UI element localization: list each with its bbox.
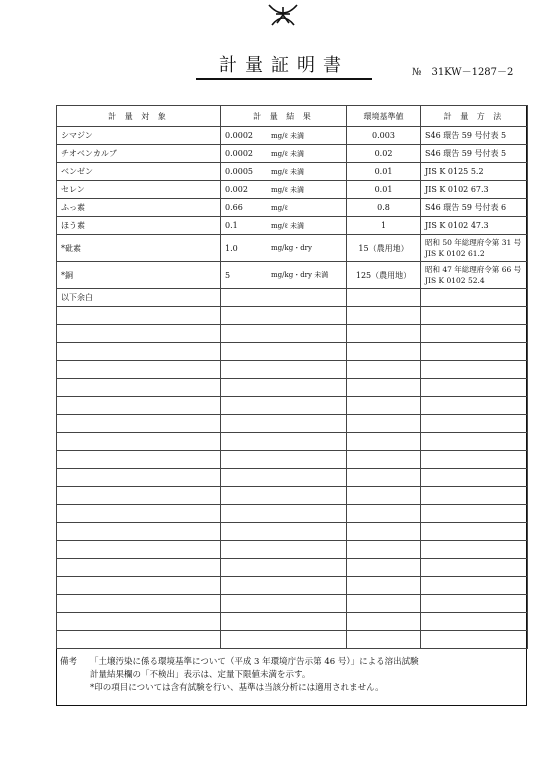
cell-result <box>221 181 347 199</box>
cell-method <box>421 163 528 181</box>
cell-method <box>421 199 528 217</box>
result-wrap <box>225 270 342 280</box>
blank-cell <box>221 631 347 649</box>
blank-cell <box>347 523 421 541</box>
remarks-label: 備考 <box>60 657 78 667</box>
blank-cell <box>221 469 347 487</box>
blank-cell <box>221 433 347 451</box>
cell-method <box>421 235 528 262</box>
remarks-line-1: 「土壌汚染に係る環境基準について（平成 3 年環境庁告示第 46 号）」による溶出試験 <box>90 657 419 667</box>
result-unit: mg/kg・dry <box>271 244 312 252</box>
blank-cell <box>421 577 528 595</box>
remarks-line-2: 計量結果欄の「不検出」表示は、定量下限値未満を示す。 <box>90 670 311 680</box>
result-unit: mg/kg・dry 未満 <box>271 271 329 279</box>
cell-result <box>221 145 347 163</box>
blank-cell <box>57 415 221 433</box>
blank-row <box>57 343 528 361</box>
table-row <box>57 181 528 199</box>
result-wrap <box>225 167 342 177</box>
cell-target: 以下余白 <box>57 289 221 307</box>
blank-cell <box>57 505 221 523</box>
blank-row <box>57 595 528 613</box>
blank-cell <box>421 361 528 379</box>
result-value: 0.0005 <box>225 167 253 176</box>
blank-cell <box>57 343 221 361</box>
blank-cell <box>221 505 347 523</box>
blank-row <box>57 505 528 523</box>
result-unit: mg/ℓ 未満 <box>271 131 305 140</box>
cell-target: ほう素 <box>57 217 221 235</box>
result-value: 0.002 <box>225 185 248 194</box>
blank-cell <box>421 523 528 541</box>
blank-cell <box>421 613 528 631</box>
blank-row <box>57 631 528 649</box>
blank-cell <box>221 379 347 397</box>
blank-row <box>57 415 528 433</box>
result-wrap <box>225 131 342 141</box>
cell-result <box>221 127 347 145</box>
result-value: 0.0002 <box>225 149 253 158</box>
method-line: S46 環告 59 号付表 5 <box>425 131 507 140</box>
document-number: № 31KW－1287－2 <box>412 67 514 78</box>
cell-result <box>221 235 347 262</box>
blank-cell <box>57 433 221 451</box>
cell-standard: 0.01 <box>347 181 421 199</box>
cell-method <box>421 217 528 235</box>
blank-cell <box>221 397 347 415</box>
remarks-section <box>60 656 419 695</box>
cell-method <box>421 262 528 289</box>
table-body <box>57 127 528 649</box>
cell-standard: 1 <box>347 217 421 235</box>
blank-cell <box>421 505 528 523</box>
blank-cell <box>57 469 221 487</box>
blank-cell <box>347 631 421 649</box>
blank-cell <box>347 451 421 469</box>
blank-row <box>57 541 528 559</box>
blank-cell <box>221 415 347 433</box>
cell-standard: 0.02 <box>347 145 421 163</box>
blank-cell <box>221 559 347 577</box>
blank-cell <box>347 613 421 631</box>
blank-cell <box>347 559 421 577</box>
result-value: 0.1 <box>225 221 238 230</box>
method-line: 昭和 50 年総理府令第 31 号 <box>425 238 522 247</box>
result-unit: mg/ℓ <box>271 203 288 212</box>
blank-cell <box>347 343 421 361</box>
blank-cell <box>57 613 221 631</box>
blank-row <box>57 613 528 631</box>
blank-cell <box>221 487 347 505</box>
blank-cell <box>347 307 421 325</box>
blank-cell <box>57 325 221 343</box>
cell-target: *銅 <box>57 262 221 289</box>
blank-row <box>57 577 528 595</box>
method-line: 昭和 47 年総理府令第 66 号 <box>425 265 522 274</box>
blank-cell <box>421 307 528 325</box>
blank-cell <box>57 487 221 505</box>
blank-cell <box>421 595 528 613</box>
blank-cell <box>421 433 528 451</box>
result-unit: mg/ℓ 未満 <box>271 167 305 176</box>
table-row <box>57 145 528 163</box>
method-line: JIS K 0102 61.2 <box>425 249 485 258</box>
blank-cell <box>347 379 421 397</box>
blank-cell <box>221 451 347 469</box>
blank-cell <box>421 559 528 577</box>
blank-cell <box>421 487 528 505</box>
blank-cell <box>347 505 421 523</box>
cell-standard: 0.003 <box>347 127 421 145</box>
blank-cell <box>221 523 347 541</box>
blank-cell <box>221 325 347 343</box>
blank-row <box>57 379 528 397</box>
method-line: JIS K 0102 67.3 <box>425 185 489 194</box>
result-wrap <box>225 243 342 253</box>
blank-cell <box>421 343 528 361</box>
blank-row <box>57 469 528 487</box>
cell-standard: 0.8 <box>347 199 421 217</box>
blank-row <box>57 361 528 379</box>
blank-cell <box>421 469 528 487</box>
blank-cell <box>421 397 528 415</box>
method-line: JIS K 0125 5.2 <box>425 167 484 176</box>
cell-result <box>221 217 347 235</box>
blank-cell <box>221 343 347 361</box>
blank-cell <box>347 595 421 613</box>
result-wrap <box>225 149 342 159</box>
blank-cell <box>57 595 221 613</box>
blank-cell <box>421 379 528 397</box>
blank-cell <box>347 541 421 559</box>
cell-standard: 15（農用地） <box>347 235 421 262</box>
blank-cell <box>57 379 221 397</box>
blank-cell <box>347 325 421 343</box>
table-row <box>57 262 528 289</box>
page-title: 計量証明書 <box>196 54 372 80</box>
blank-cell <box>221 613 347 631</box>
cell-method <box>421 145 528 163</box>
blank-cell <box>57 559 221 577</box>
measurement-table <box>56 105 528 649</box>
method-line: JIS K 0102 47.3 <box>425 221 489 230</box>
blank-cell <box>57 307 221 325</box>
table-row <box>57 199 528 217</box>
table-row <box>57 127 528 145</box>
cell-standard: 0.01 <box>347 163 421 181</box>
blank-cell <box>347 433 421 451</box>
blank-cell <box>221 595 347 613</box>
result-unit: mg/ℓ 未満 <box>271 185 305 194</box>
cell-method <box>421 289 528 307</box>
blank-cell <box>57 541 221 559</box>
table-row <box>57 217 528 235</box>
result-wrap <box>225 221 342 231</box>
table-row <box>57 235 528 262</box>
cell-standard: 125（農用地） <box>347 262 421 289</box>
method-line: JIS K 0102 52.4 <box>425 276 485 285</box>
cell-target: ふっ素 <box>57 199 221 217</box>
cell-target: シマジン <box>57 127 221 145</box>
blank-cell <box>347 469 421 487</box>
cell-target: チオベンカルブ <box>57 145 221 163</box>
blank-row <box>57 487 528 505</box>
blank-cell <box>347 577 421 595</box>
result-unit: mg/ℓ 未満 <box>271 149 305 158</box>
result-value: 0.0002 <box>225 131 253 140</box>
blank-cell <box>421 415 528 433</box>
blank-cell <box>421 631 528 649</box>
blank-cell <box>221 361 347 379</box>
result-unit: mg/ℓ 未満 <box>271 221 305 230</box>
blank-cell <box>347 397 421 415</box>
method-line: S46 環告 59 号付表 5 <box>425 149 507 158</box>
column-header-target: 計 量 対 象 <box>57 106 221 127</box>
result-wrap <box>225 203 342 212</box>
blank-cell <box>421 451 528 469</box>
blank-cell <box>57 361 221 379</box>
blank-row <box>57 307 528 325</box>
remarks-line-3: *印の項目については含有試験を行い、基準は当該分析には適用されません。 <box>90 683 384 693</box>
cell-result <box>221 199 347 217</box>
blank-cell <box>221 541 347 559</box>
blank-row <box>57 559 528 577</box>
table-header-row <box>57 106 528 127</box>
blank-cell <box>57 631 221 649</box>
cell-result <box>221 289 347 307</box>
result-value: 0.66 <box>225 203 243 212</box>
column-header-standard: 環境基準値 <box>347 106 421 127</box>
result-value: 5 <box>225 270 231 280</box>
cell-method <box>421 181 528 199</box>
cell-method <box>421 127 528 145</box>
cell-standard <box>347 289 421 307</box>
cell-target: セレン <box>57 181 221 199</box>
blank-row <box>57 397 528 415</box>
cell-target: ベンゼン <box>57 163 221 181</box>
cell-result <box>221 163 347 181</box>
blank-cell <box>57 397 221 415</box>
method-line: S46 環告 59 号付表 6 <box>425 203 507 212</box>
column-header-method: 計 量 方 法 <box>421 106 528 127</box>
blank-cell <box>347 361 421 379</box>
company-logo-icon <box>268 3 298 27</box>
blank-cell <box>57 577 221 595</box>
blank-row <box>57 451 528 469</box>
result-wrap <box>225 185 342 195</box>
blank-row <box>57 433 528 451</box>
cell-target: *砒素 <box>57 235 221 262</box>
blank-row <box>57 325 528 343</box>
blank-cell <box>221 307 347 325</box>
blank-cell <box>221 577 347 595</box>
table-row <box>57 163 528 181</box>
blank-cell <box>421 541 528 559</box>
cell-result <box>221 262 347 289</box>
blank-cell <box>421 325 528 343</box>
blank-cell <box>347 487 421 505</box>
column-header-result: 計 量 結 果 <box>221 106 347 127</box>
blank-row <box>57 523 528 541</box>
result-value: 1.0 <box>225 243 238 253</box>
blank-cell <box>57 451 221 469</box>
blank-cell <box>347 415 421 433</box>
blank-cell <box>57 523 221 541</box>
table-row <box>57 289 528 307</box>
